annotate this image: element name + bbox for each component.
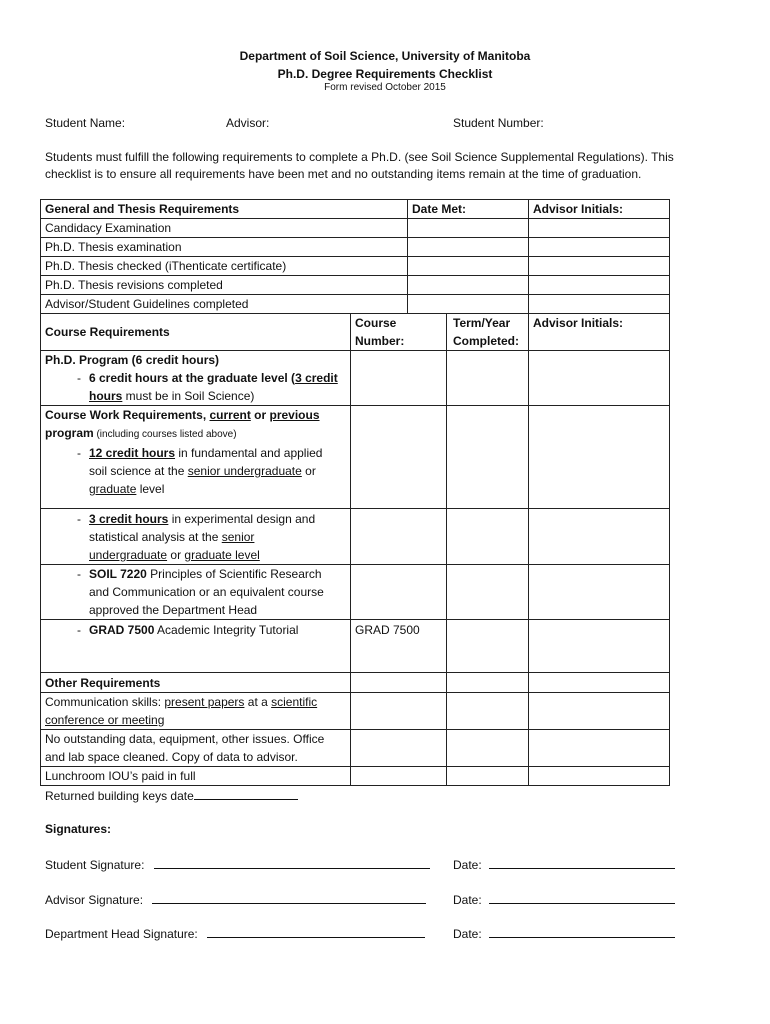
general-item: Ph.D. Thesis checked (iThenticate certificate) — [41, 257, 408, 276]
comm-conference: conference or meeting — [45, 713, 165, 727]
term-header — [447, 314, 529, 351]
list-item — [45, 565, 346, 619]
fund-credits: 12 credit hours — [89, 446, 176, 460]
fund-or: or — [301, 464, 316, 478]
student-name-label: Student Name: — [45, 116, 126, 130]
initials-cell[interactable] — [529, 219, 670, 238]
head-date-row — [453, 925, 675, 941]
signatures-title: Signatures: — [45, 822, 112, 836]
coursework-program: program — [45, 426, 94, 440]
term-header-2: Completed: — [453, 334, 519, 348]
outstanding-cell — [41, 730, 351, 767]
grad-7500-cell — [41, 620, 351, 673]
other-requirements-header: Other Requirements — [41, 673, 351, 693]
table-row — [41, 238, 670, 257]
student-signature-line[interactable] — [154, 856, 430, 869]
table-row — [41, 730, 670, 767]
course-initials-header: Advisor Initials: — [529, 314, 670, 351]
phd-program-cell — [41, 351, 351, 406]
initials-cell[interactable] — [529, 565, 670, 620]
student-signature-label: Student Signature: — [45, 858, 145, 872]
comm-text: Communication skills: — [45, 695, 165, 709]
initials-cell[interactable] — [529, 767, 670, 786]
keys-date-line[interactable] — [194, 787, 298, 800]
intro-line-1: Students must fulfill the following requirements to complete a Ph.D. (see Soil Science Supplemental Regulations). This — [45, 150, 674, 164]
table-row — [41, 693, 670, 730]
grad-course-number[interactable]: GRAD 7500 — [351, 620, 447, 673]
table-row — [41, 767, 670, 786]
list-item — [45, 444, 346, 498]
list-item — [45, 369, 346, 405]
list-item — [45, 510, 346, 564]
outstanding-line-2: and lab space cleaned. Copy of data to advisor. — [45, 750, 298, 764]
term-cell[interactable] — [447, 565, 529, 620]
requirements-table — [40, 199, 670, 786]
general-item: Ph.D. Thesis examination — [41, 238, 408, 257]
general-item: Candidacy Examination — [41, 219, 408, 238]
advisor-signature-line[interactable] — [152, 891, 426, 904]
student-signature-row — [45, 856, 430, 872]
other-header-row — [41, 673, 670, 693]
exp-text: in experimental design and — [168, 512, 316, 526]
list-item-text — [89, 444, 346, 498]
date-met-header: Date Met: — [408, 200, 529, 219]
initials-cell[interactable] — [529, 406, 670, 509]
coursework-or: or — [250, 408, 270, 422]
student-date-line[interactable] — [489, 856, 675, 869]
course-number-header-1: Course — [355, 316, 397, 330]
outstanding-line-1: No outstanding data, equipment, other issues. Office — [45, 732, 325, 746]
soil-7220-cell — [41, 565, 351, 620]
advisor-date-line[interactable] — [489, 891, 675, 904]
grad-text: Academic Integrity Tutorial — [154, 623, 299, 637]
date-met-cell[interactable] — [408, 295, 529, 314]
table-row — [41, 565, 670, 620]
course-number-cell[interactable] — [351, 730, 447, 767]
initials-cell[interactable] — [529, 257, 670, 276]
table-row — [41, 295, 670, 314]
exp-undergraduate: undergraduate — [89, 548, 168, 562]
list-item-text — [89, 565, 346, 619]
initials-cell[interactable] — [529, 351, 670, 406]
course-number-header — [351, 314, 447, 351]
initials-cell[interactable] — [529, 730, 670, 767]
term-cell[interactable] — [447, 509, 529, 565]
student-date-row — [453, 856, 675, 872]
student-number-label: Student Number: — [453, 116, 544, 130]
coursework-previous: previous — [269, 408, 320, 422]
bullet-dash — [45, 621, 89, 639]
term-cell[interactable] — [447, 406, 529, 509]
student-date-label: Date: — [453, 858, 482, 872]
advisor-signature-row — [45, 891, 426, 907]
initials-cell[interactable] — [529, 509, 670, 565]
general-item: Ph.D. Thesis revisions completed — [41, 276, 408, 295]
initials-cell[interactable] — [529, 693, 670, 730]
grad-level-credit: 3 credit — [295, 371, 338, 385]
coursework-label — [45, 406, 346, 424]
table-row — [41, 406, 670, 509]
date-met-cell[interactable] — [408, 219, 529, 238]
comm-scientific: scientific — [271, 695, 318, 709]
head-date-line[interactable] — [489, 925, 675, 938]
term-cell[interactable] — [447, 693, 529, 730]
head-signature-label: Department Head Signature: — [45, 927, 198, 941]
date-met-cell[interactable] — [408, 257, 529, 276]
term-cell[interactable] — [447, 620, 529, 673]
table-row — [41, 620, 670, 673]
head-date-label: Date: — [453, 927, 482, 941]
advisor-date-row — [453, 891, 675, 907]
advisor-date-label: Date: — [453, 893, 482, 907]
course-number-cell[interactable] — [351, 406, 447, 509]
soil-text: Principles of Scientific Research — [146, 567, 322, 581]
date-met-cell[interactable] — [408, 276, 529, 295]
exp-credits: 3 credit hours — [89, 512, 169, 526]
soil-text-3: approved the Department Head — [89, 603, 258, 617]
fund-text: in fundamental and applied — [175, 446, 323, 460]
advisor-signature-label: Advisor Signature: — [45, 893, 144, 907]
fund-text-2: soil science at the — [89, 464, 188, 478]
exp-graduate: graduate level — [184, 548, 260, 562]
bullet-dash — [45, 565, 89, 619]
coursework-current: current — [209, 408, 251, 422]
coursework-note: (including courses listed above) — [93, 429, 237, 440]
term-cell — [447, 673, 529, 693]
general-initials-header: Advisor Initials: — [529, 200, 670, 219]
general-header-row — [41, 200, 670, 219]
initials-cell[interactable] — [529, 238, 670, 257]
course-number-cell[interactable] — [351, 565, 447, 620]
grad-level-hours: hours — [89, 389, 123, 403]
bullet-dash — [45, 444, 89, 498]
coursework-label-2 — [45, 424, 346, 444]
list-item — [45, 621, 346, 639]
table-row — [41, 257, 670, 276]
keys-label: Returned building keys date — [45, 789, 194, 803]
list-item-text — [89, 510, 346, 564]
coursework-cell — [41, 406, 351, 509]
grad-course-code: GRAD 7500 — [89, 623, 155, 637]
date-met-cell[interactable] — [408, 238, 529, 257]
grad-level-text: 6 credit hours at the graduate level ( — [89, 371, 296, 385]
initials-cell[interactable] — [529, 295, 670, 314]
term-cell[interactable] — [447, 730, 529, 767]
course-requirements-header: Course Requirements — [41, 314, 351, 351]
course-number-cell[interactable] — [351, 509, 447, 565]
table-row — [41, 509, 670, 565]
department-title: Department of Soil Science, University of Manitoba — [239, 49, 531, 63]
exp-senior: senior — [221, 530, 255, 544]
table-row — [41, 276, 670, 295]
table-row — [41, 351, 670, 406]
communication-cell — [41, 693, 351, 730]
course-header-row — [41, 314, 670, 351]
course-number-header-2: Number: — [355, 334, 405, 348]
table-row — [41, 219, 670, 238]
general-header: General and Thesis Requirements — [41, 200, 408, 219]
fund-senior: senior undergraduate — [187, 464, 302, 478]
head-signature-row — [45, 925, 425, 941]
exp-text-2: statistical analysis at the — [89, 530, 222, 544]
form-revision: Form revised October 2015 — [324, 82, 446, 93]
initials-cell — [529, 673, 670, 693]
soil-text-2: and Communication or an equivalent course — [89, 585, 324, 599]
form-title: Ph.D. Degree Requirements Checklist — [277, 67, 493, 81]
course-number-cell[interactable] — [351, 693, 447, 730]
term-cell[interactable] — [447, 351, 529, 406]
intro-line-2: checklist is to ensure all requirements have been met and no outstanding items remain at the time of graduation. — [45, 167, 642, 181]
initials-cell[interactable] — [529, 276, 670, 295]
grad-level-note: must be in Soil Science) — [122, 389, 255, 403]
phd-program-label: Ph.D. Program (6 credit hours) — [45, 353, 220, 367]
lunchroom-cell: Lunchroom IOU’s paid in full — [41, 767, 351, 786]
list-item-text — [89, 621, 346, 639]
term-cell[interactable] — [447, 767, 529, 786]
comm-present: present papers — [164, 695, 245, 709]
comm-at: at a — [244, 695, 272, 709]
course-number-cell — [351, 673, 447, 693]
experimental-design-cell — [41, 509, 351, 565]
list-item-text — [89, 369, 346, 405]
course-number-cell[interactable] — [351, 351, 447, 406]
soil-course-code: SOIL 7220 — [89, 567, 147, 581]
fund-level: level — [136, 482, 165, 496]
fund-graduate: graduate — [89, 482, 137, 496]
bullet-dash — [45, 510, 89, 564]
course-number-cell[interactable] — [351, 767, 447, 786]
advisor-label: Advisor: — [226, 116, 270, 130]
initials-cell[interactable] — [529, 620, 670, 673]
coursework-text: Course Work Requirements, — [45, 408, 210, 422]
bullet-dash — [45, 369, 89, 405]
general-item: Advisor/Student Guidelines completed — [41, 295, 408, 314]
keys-row — [45, 787, 298, 803]
head-signature-line[interactable] — [207, 925, 425, 938]
exp-or: or — [167, 548, 185, 562]
term-header-1: Term/Year — [453, 316, 511, 330]
